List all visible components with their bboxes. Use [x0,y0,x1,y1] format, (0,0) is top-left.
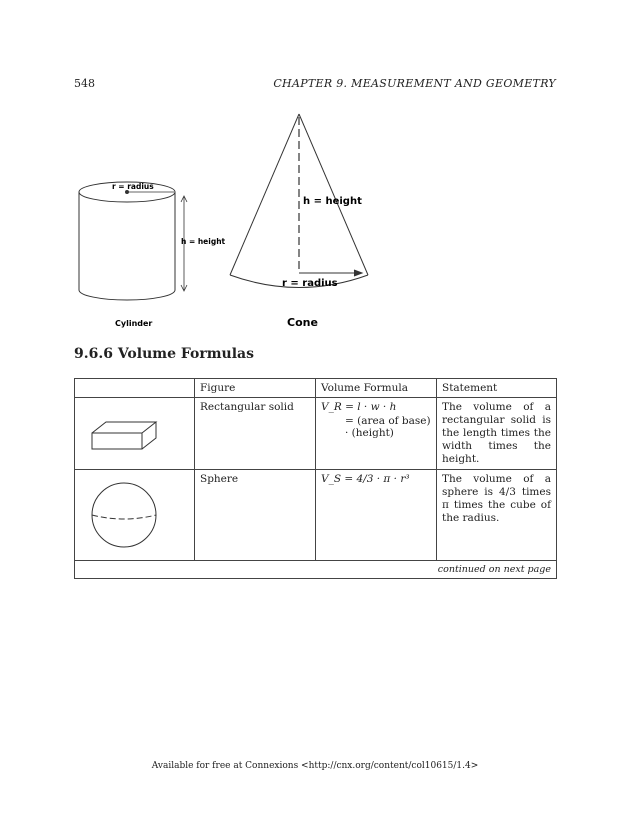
volume-formulas-table [74,378,557,579]
page-number: 548 [74,77,95,90]
cylinder-caption: Cylinder [115,319,153,328]
table-header-row [75,379,557,398]
rectangular-solid-icon [80,401,188,459]
formula-cell [316,398,437,470]
cone-caption: Cone [287,316,318,329]
cone-radius-label: r = radius [282,278,338,289]
statement-cell: The volume of a sphere is 4/3 times π times the cube of the radius. [437,470,557,561]
header-cell: Volume Formula [316,379,437,398]
table-row [75,470,557,561]
formula-line: V_R = l · w · h [321,401,397,413]
footer-availability: Available for free at Connexions <http://cnx.org/content/col10615/1.4> [151,761,479,771]
sphere-icon [80,473,188,553]
figure-name: Rectangular solid [195,398,316,470]
cone-height-label: h = height [303,196,362,207]
chapter-header: CHAPTER 9. MEASUREMENT AND GEOMETRY [273,77,556,90]
cylinder-radius-label: r = radius [112,182,154,191]
cylinder-cone-figure [70,105,490,335]
sphere-image-cell [75,470,195,561]
section-title: 9.6.6 Volume Formulas [74,346,255,362]
formula-line: = (area of base) · (height) [345,415,431,439]
figure-name: Sphere [195,470,316,561]
rectangular-solid-image-cell [75,398,195,470]
header-cell: Statement [437,379,557,398]
cylinder-drawing [79,182,187,300]
formula-line: V_S = 4/3 · π · r³ [321,473,410,485]
statement-cell: The volume of a rectangular solid is the length times the width times the height. [437,398,557,470]
cylinder-height-label: h = height [181,237,226,246]
header-cell: Figure [195,379,316,398]
table-row [75,398,557,470]
table-footer-row [75,561,557,579]
formula-cell [316,470,437,561]
header-cell [75,379,195,398]
continued-note: continued on next page [75,561,557,579]
